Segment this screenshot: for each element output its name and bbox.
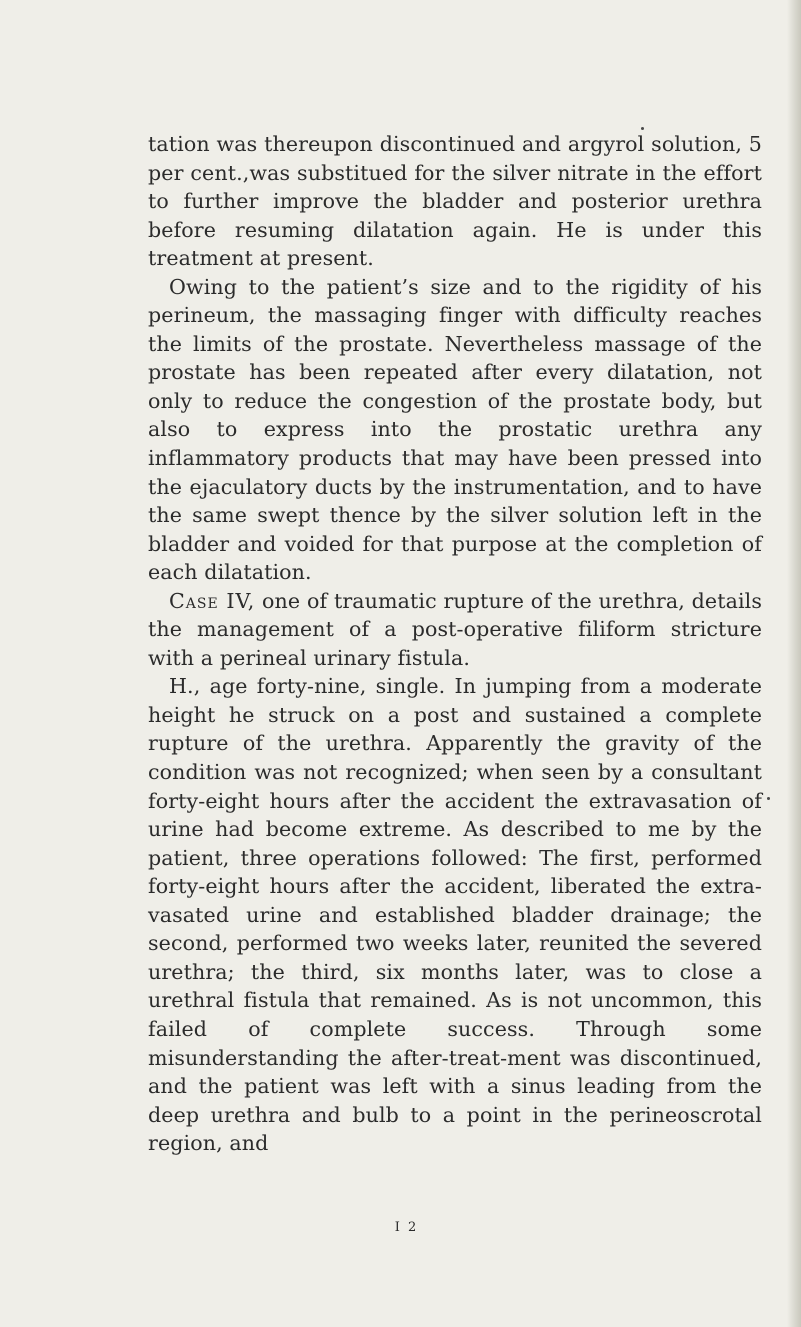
- paragraph-history: H., age forty-nine, single. In jumping from a moderate height he struck on a post and sustained a complete rupture of the urethra. Apparently the gravity of the condition was not recognized; when seen by a consultant forty-eight hours after the accident the extravasation of urine had become extreme. As described to me by the patient, three operations followed: The first, performed forty-eight hours after the accident, liberated the extra-vasated urine and established bladder drainage; the second, performed two weeks later, reunited the severed urethra; the third, six months later, was to close a urethral fistula that remained. As is not uncommon, this failed of complete success. Through some misunderstanding the after-treat-ment was discontinued, and the patient was left with a sinus leading from the deep urethra and bulb to a point in the perineoscrotal region, and: [148, 674, 762, 1156]
- page-number: I 2: [394, 1220, 419, 1235]
- case-iv-text: one of traumatic rupture of the urethra, details the management of a post-operative filiform stricture with a perineal urinary fistula.: [148, 588, 762, 670]
- speck: [767, 797, 770, 800]
- case-label: Case IV,: [169, 588, 256, 613]
- page-body-text: [148, 130, 762, 1158]
- paragraph-continuation: tation was thereupon discontinued and argyrol solution, 5 per cent.,was substitued for the silver nitrate in the effort to further improve the bladder and posterior urethra before resuming dilatation again. He is under this treatment at present.: [148, 132, 762, 271]
- paragraph-massage: Owing to the patient’s size and to the rigidity of his perineum, the massaging finger with difficulty reaches the limits of the prostate. Nevertheless massage of the prostate has been repeated after every dilatation, not only to reduce the congestion of the prostate body, but also to express into the prostatic urethra any inflammatory products that may have been pressed into the ejaculatory ducts by the instrumentation, and to have the same swept thence by the silver solution left in the bladder and voided for that purpose at the completion of each dilatation.: [148, 274, 762, 585]
- page-edge-shadow: [787, 0, 801, 1327]
- paragraph-case-iv: [148, 587, 762, 673]
